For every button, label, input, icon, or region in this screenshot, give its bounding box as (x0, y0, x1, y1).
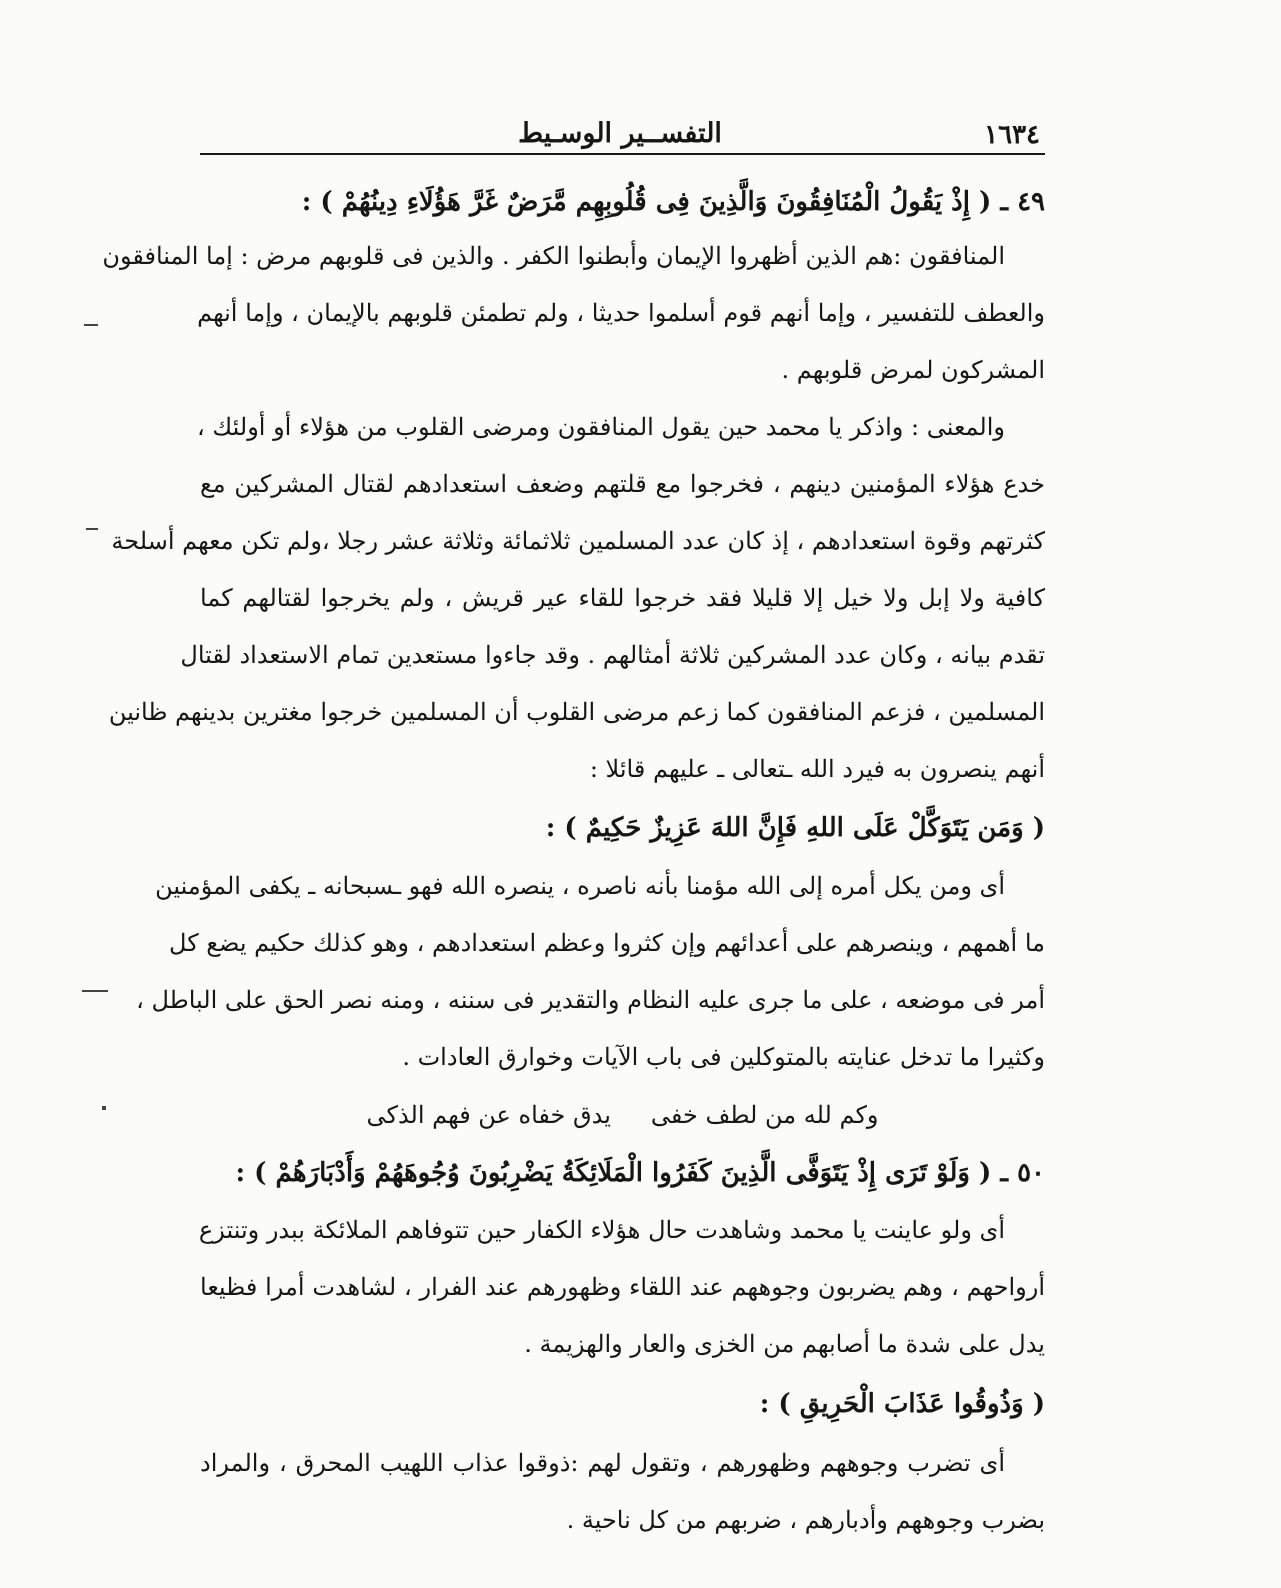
text-line: تقدم بيانه ، وكان عدد المشركين ثلاثة أمثالهم . وقد جاءوا مستعدين تمام الاستعداد لقتال (180, 641, 1045, 669)
text-line: ما أهمهم ، وينصرهم على أعدائهم وإن كثروا وعظم استعدادهم ، وهو كذلك حكيم يضع كل (169, 929, 1045, 957)
text-line: كثرتهم وقوة استعدادهم ، إذ كان عدد المسلمين ثلاثمائة وثلاثة عشر رجلا ،ولم تكن معهم أسلحة (111, 527, 1045, 555)
text-line: وكثيرا ما تدخل عنايته بالمتوكلين فى باب الآيات وخوارق العادات . (402, 1043, 1045, 1071)
scan-speck (102, 1106, 106, 1110)
page-number: ١٦٣٤ (984, 120, 1040, 150)
page-content (102, 176, 1046, 1549)
scan-speck (82, 990, 108, 992)
paragraph-dhuqu (200, 1435, 1045, 1549)
text-line: المنافقون :هم الذين أظهروا الإيمان وأبطنوا الكفر . والذين فى قلوبهم مرض : إما المنافقون (102, 242, 1005, 270)
page-header (200, 112, 1045, 152)
text-line: أى تضرب وجوههم وظهورهم ، وتقول لهم :ذوقوا عذاب اللهيب المحرق ، والمراد (200, 1449, 1005, 1477)
text-line: والمعنى : واذكر يا محمد حين يقول المنافقون ومرضى القلوب من هؤلاء أو أولئك ، (197, 413, 1005, 441)
text-line: خدع هؤلاء المؤمنين دينهم ، فخرجوا مع قلتهم وضعف استعدادهم لقتال المشركين مع (200, 470, 1045, 498)
ayah-50-heading: ٥٠ ـ ( وَلَوْ تَرَى إِذْ يَتَوَفَّى الَّذِينَ كَفَرُوا الْمَلَائِكَةُ يَضْرِبُونَ وُجُوهَهُمْ وَأَدْبَارَهُمْ ) : (235, 1158, 1045, 1188)
scan-speck (84, 324, 98, 326)
text-line: يدل على شدة ما أصابهم من الخزى والعار والهزيمة . (524, 1330, 1045, 1358)
text-line: والعطف للتفسير ، وإما أنهم قوم أسلموا حديثا ، ولم تطمئن قلوبهم بالإيمان ، وإما أنهم (197, 299, 1045, 327)
poem-hemistich-first: وكم لله من لطف خفى (650, 1101, 879, 1129)
text-line: المشركون لمرض قلوبهم . (781, 356, 1045, 384)
paragraph-munafiqun-definition (102, 228, 1045, 399)
paragraph-angels (200, 1202, 1045, 1373)
text-line: بضرب وجوههم وأدبارهم ، ضربهم من كل ناحية . (566, 1506, 1045, 1534)
scan-speck (86, 528, 98, 530)
poem-hemistich-second: يدق خفاه عن فهم الذكى (366, 1101, 611, 1129)
poem-verse (200, 1086, 1045, 1144)
ayah-49-heading: ٤٩ ـ ( إِذْ يَقُولُ الْمُنَافِقُونَ وَالَّذِينَ فِى قُلُوبِهِم مَّرَضٌ غَرَّ هَؤُلَاءِ دِينُهُمْ ) : (301, 187, 1045, 217)
text-line: المسلمين ، فزعم المنافقون كما زعم مرضى القلوب أن المسلمين خرجوا مغترين بدينهم ظانين (108, 698, 1045, 726)
text-line: أنهم ينصرون به فيرد الله ـتعالى ـ عليهم قائلا : (589, 755, 1045, 783)
text-line: أى ومن يكل أمره إلى الله مؤمنا بأنه ناصره ، ينصره الله فهو ـسبحانه ـ يكفى المؤمنين (155, 872, 1005, 900)
paragraph-meaning (108, 399, 1045, 798)
running-title: التفســير الوسـيط (518, 118, 722, 149)
paragraph-tawakkul (136, 858, 1045, 1086)
ayah-dhuqu-heading: ( وَذُوقُوا عَذَابَ الْحَرِيقِ ) : (759, 1389, 1045, 1419)
text-line: أرواحهم ، وهم يضربون وجوههم عند اللقاء وظهورهم عند الفرار ، لشاهدت أمرا فظيعا (200, 1273, 1046, 1301)
text-line: أمر فى موضعه ، على ما جرى عليه النظام والتقدير فى سننه ، ومنه نصر الحق على الباطل ، (136, 986, 1045, 1014)
ayah-tawakkul-heading: ( وَمَن يَتَوَكَّلْ عَلَى اللهِ فَإِنَّ اللهَ عَزِيزٌ حَكِيمٌ ) : (545, 813, 1045, 843)
text-line: كافية ولا إبل ولا خيل إلا قليلا فقد خرجوا للقاء عير قريش ، ولم يخرجوا لقتالهم كما (200, 584, 1045, 612)
page-body (102, 0, 1046, 1588)
header-rule (200, 153, 1045, 155)
text-line: أى ولو عاينت يا محمد وشاهدت حال هؤلاء الكفار حين تتوفاهم الملائكة ببدر وتنتزع (198, 1216, 1005, 1244)
